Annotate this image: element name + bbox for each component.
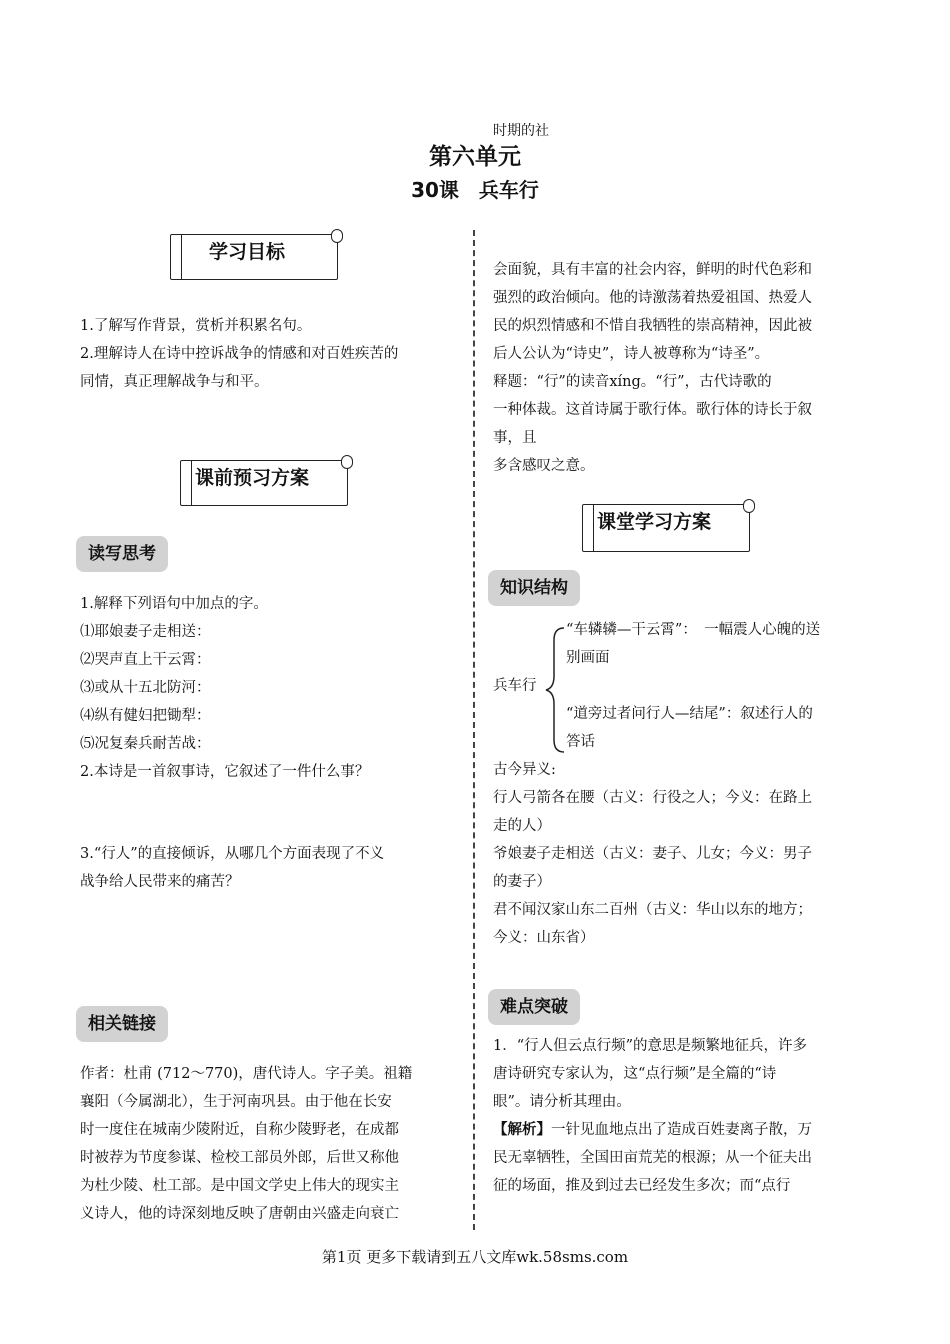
intro-line: 事，且 [493, 430, 537, 446]
goals-list [80, 312, 458, 396]
intro-text [493, 256, 873, 480]
goal-line: 2.理解诗人在诗中控诉战争的情感和对百姓疾苦的 [80, 346, 399, 362]
question-1-item: ⑸况复秦兵耐苦战： [80, 736, 211, 752]
goal-line: 同情，真正理解战争与和平。 [80, 374, 269, 390]
page-footer: 第1页 更多下载请到五八文库wk.58sms.com [321, 1248, 629, 1266]
scroll-curl-left [583, 505, 594, 551]
author-bio [80, 1060, 458, 1228]
structure-root: 兵车行 [493, 678, 537, 694]
column-divider [473, 230, 475, 1230]
floating-text-fragment: 时期的社 [493, 123, 549, 139]
branch-2-line: “道旁过者问行人—结尾”：叙述行人的 [566, 706, 813, 722]
question-1-item: ⑵哭声直上干云霄： [80, 652, 211, 668]
intro-line: 一种体裁。这首诗属于歌行体。歌行体的诗长于叙 [493, 402, 812, 418]
gujin-line: 走的人） [493, 818, 551, 834]
gujin-line: 今义：山东省） [493, 930, 595, 946]
intro-line: 释题：“行”的读音xíng。“行”，古代诗歌的 [493, 374, 772, 390]
gujin-line: 爷娘妻子走相送（古义：妻子、儿女；今义：男子 [493, 846, 812, 862]
author-line: 时被荐为节度参谋、检校工部员外郎，后世又称他 [80, 1150, 399, 1166]
lesson-title: 30课 兵车行 [411, 178, 539, 202]
branch-1-line: “车辚辚—干云霄”： 一幅震人心魄的送 [566, 622, 821, 638]
author-line: 时一度住在城南少陵附近，自称少陵野老，在成都 [80, 1122, 399, 1138]
goals-heading: 学习目标 [209, 241, 286, 263]
knowledge-structure-tag: 知识结构 [488, 570, 580, 606]
related-links-tag: 相关链接 [76, 1006, 168, 1042]
gujin-title: 古今异义: [493, 762, 556, 778]
class-scroll-banner [582, 504, 750, 552]
scroll-curl-left [181, 461, 192, 505]
question-3 [80, 840, 458, 896]
intro-line: 多含感叹之意。 [493, 458, 595, 474]
structure-branch-1 [566, 616, 876, 672]
question-1 [80, 590, 458, 786]
analysis-text: 一针见血地点出了造成百姓妻离子散，万 [551, 1122, 812, 1138]
structure-branch-2 [566, 700, 876, 756]
scroll-curl-left [171, 235, 182, 279]
unit-title: 第六单元 [429, 144, 521, 170]
author-line: 义诗人，他的诗深刻地反映了唐朝由兴盛走向衰亡 [80, 1206, 399, 1222]
scroll-curl-right [743, 499, 755, 513]
question-1-item: ⑷纵有健妇把锄犁： [80, 708, 211, 724]
read-write-tag: 读写思考 [76, 536, 168, 572]
gujin-section [493, 756, 873, 952]
analysis-line: 民无辜牺牲，全国田亩荒芜的根源；从一个征夫出 [493, 1150, 812, 1166]
scroll-curl-right [341, 455, 353, 469]
branch-2-line: 答话 [566, 734, 595, 750]
preview-scroll-banner [180, 460, 348, 506]
analysis-line: 征的场面，推及到过去已经发生多次；而“点行 [493, 1178, 791, 1194]
branch-1-line: 别画面 [566, 650, 610, 666]
difficulty-line: 1．“行人但云点行频”的意思是频繁地征兵，许多 [493, 1038, 808, 1054]
question-2: 2.本诗是一首叙事诗，它叙述了一件什么事？ [80, 764, 370, 780]
difficulty-question [493, 1032, 873, 1200]
class-heading: 课堂学习方案 [597, 511, 712, 533]
question-1-item: ⑴耶娘妻子走相送： [80, 624, 211, 640]
curly-brace-icon [544, 624, 568, 754]
intro-line: 后人公认为“诗史”，诗人被尊称为“诗圣”。 [493, 346, 770, 362]
analysis-label: 【解析】 [493, 1121, 551, 1138]
question-3-line: 战争给人民带来的痛苦？ [80, 874, 240, 890]
question-1-title: 1.解释下列语句中加点的字。 [80, 596, 268, 612]
gujin-line: 行人弓箭各在腰（古义：行役之人；今义：在路上 [493, 790, 812, 806]
difficulty-line: 唐诗研究专家认为，这“点行频”是全篇的“诗 [493, 1066, 777, 1082]
scroll-curl-right [331, 229, 343, 243]
intro-line: 民的炽烈情感和不惜自我牺牲的崇高精神，因此被 [493, 318, 812, 334]
author-line: 为杜少陵、杜工部。是中国文学史上伟大的现实主 [80, 1178, 399, 1194]
intro-line: 强烈的政治倾向。他的诗激荡着热爱祖国、热爱人 [493, 290, 812, 306]
question-3-line: 3.“行人”的直接倾诉，从哪几个方面表现了不义 [80, 846, 385, 862]
goals-scroll-banner [170, 234, 338, 280]
author-line: 襄阳（今属湖北），生于河南巩县。由于他在长安 [80, 1094, 392, 1110]
difficulty-line: 眼”。请分析其理由。 [493, 1094, 631, 1110]
author-line: 作者：杜甫 (712～770)，唐代诗人。字子美。祖籍 [80, 1066, 413, 1082]
gujin-line: 君不闻汉家山东二百州（古义：华山以东的地方； [493, 902, 812, 918]
difficulty-tag: 难点突破 [488, 989, 580, 1025]
goal-line: 1.了解写作背景，赏析并积累名句。 [80, 318, 312, 334]
analysis-line [493, 1116, 873, 1144]
preview-heading: 课前预习方案 [195, 467, 310, 489]
intro-line: 会面貌，具有丰富的社会内容，鲜明的时代色彩和 [493, 262, 812, 278]
gujin-line: 的妻子） [493, 874, 551, 890]
question-1-item: ⑶或从十五北防河： [80, 680, 211, 696]
